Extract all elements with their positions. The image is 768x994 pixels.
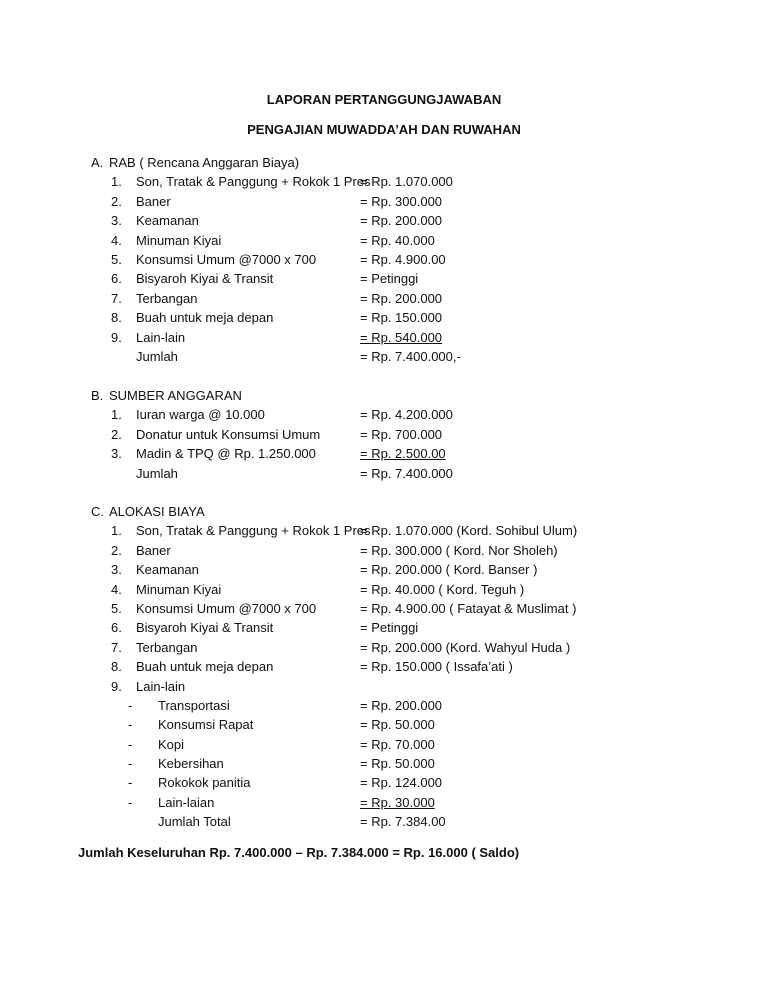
- section-letter: C.: [91, 504, 104, 519]
- item-label: Lain-lain: [136, 678, 186, 694]
- item-value: = Rp. 150.000 ( Issafa’ati ): [360, 659, 513, 675]
- item-label: Baner: [136, 193, 171, 209]
- sub-item-value: = Rp. 200.000: [360, 697, 443, 713]
- item-value: = Rp. 540.000: [360, 329, 443, 345]
- section-title: RAB ( Rencana Anggaran Biaya): [109, 155, 300, 170]
- conclusion-balance: Jumlah Keseluruhan Rp. 7.400.000 – Rp. 7.384.000 = Rp. 16.000 ( Saldo): [78, 845, 520, 860]
- item-label: Minuman Kiyai: [136, 581, 222, 597]
- item-value: = Rp. 300.000: [360, 193, 443, 209]
- item-number: 6.: [111, 620, 122, 636]
- item-value: = Rp. 200.000 ( Kord. Banser ): [360, 562, 538, 578]
- item-number: 8.: [111, 659, 122, 675]
- item-number: 9.: [111, 329, 122, 345]
- bullet-dash: -: [128, 717, 133, 733]
- item-label: Baner: [136, 542, 171, 558]
- sub-item-label: Konsumsi Rapat: [158, 717, 254, 733]
- item-label: Keamanan: [136, 213, 199, 229]
- item-label: Lain-lain: [136, 329, 186, 345]
- item-number: 3.: [111, 562, 122, 578]
- item-number: 2.: [111, 542, 122, 558]
- item-value: = Rp. 300.000 ( Kord. Nor Sholeh): [360, 542, 558, 558]
- sub-item-value: = Rp. 50.000: [360, 756, 435, 772]
- item-label: Iuran warga @ 10.000: [136, 407, 265, 423]
- sub-item-label: Rokokok panitia: [158, 775, 251, 791]
- item-label: Madin & TPQ @ Rp. 1.250.000: [136, 446, 316, 462]
- sub-item-value: = Rp. 124.000: [360, 775, 443, 791]
- document-title: LAPORAN PERTANGGUNGJAWABAN: [266, 92, 502, 107]
- sub-item-value: = Rp. 70.000: [360, 736, 435, 752]
- item-value: = Rp. 4.200.000: [360, 407, 453, 423]
- bullet-dash: -: [128, 775, 133, 791]
- item-number: 1.: [111, 407, 122, 423]
- item-value: = Rp. 200.000 (Kord. Wahyul Huda ): [360, 639, 571, 655]
- total-value: = Rp. 7.400.000: [360, 465, 453, 481]
- bullet-dash: -: [128, 736, 133, 752]
- item-label: Bisyaroh Kiyai & Transit: [136, 271, 274, 287]
- item-value: = Rp. 4.900.00 ( Fatayat & Muslimat ): [360, 600, 577, 616]
- item-label: Minuman Kiyai: [136, 232, 222, 248]
- item-number: 3.: [111, 446, 122, 462]
- total-label: Jumlah: [136, 348, 178, 364]
- bullet-dash: -: [128, 697, 133, 713]
- item-label: Keamanan: [136, 562, 199, 578]
- item-number: 7.: [111, 639, 122, 655]
- item-number: 3.: [111, 213, 122, 229]
- bullet-dash: -: [128, 756, 133, 772]
- sub-item-label: Kopi: [158, 736, 185, 752]
- item-number: 4.: [111, 232, 122, 248]
- item-label: Son, Tratak & Panggung + Rokok 1 Pres: [136, 174, 371, 190]
- item-number: 1.: [111, 174, 122, 190]
- item-number: 1.: [111, 523, 122, 539]
- item-value: = Rp. 4.900.00: [360, 251, 446, 267]
- sub-item-label: Kebersihan: [158, 756, 224, 772]
- document-subtitle: PENGAJIAN MUWADDA’AH DAN RUWAHAN: [247, 122, 521, 137]
- item-number: 5.: [111, 251, 122, 267]
- item-value: = Rp. 2.500.00: [360, 446, 446, 462]
- section-title: ALOKASI BIAYA: [109, 504, 205, 519]
- item-label: Buah untuk meja depan: [136, 659, 274, 675]
- item-value: = Rp. 1.070.000: [360, 174, 453, 190]
- item-label: Son, Tratak & Panggung + Rokok 1 Pres: [136, 523, 371, 539]
- total-label: Jumlah: [136, 465, 178, 481]
- item-label: Terbangan: [136, 639, 198, 655]
- item-value: = Rp. 150.000: [360, 310, 443, 326]
- total-value: = Rp. 7.384.00: [360, 814, 446, 830]
- item-value: = Rp. 1.070.000 (Kord. Sohibul Ulum): [360, 523, 578, 539]
- item-number: 2.: [111, 193, 122, 209]
- sub-item-label: Lain-laian: [158, 794, 215, 810]
- item-number: 2.: [111, 426, 122, 442]
- item-value: = Petinggi: [360, 271, 419, 287]
- item-label: Terbangan: [136, 290, 198, 306]
- item-value: = Rp. 40.000: [360, 232, 435, 248]
- bullet-dash: -: [128, 794, 133, 810]
- sub-item-value: = Rp. 30.000: [360, 794, 435, 810]
- item-number: 7.: [111, 290, 122, 306]
- total-label: Jumlah Total: [158, 814, 231, 830]
- item-number: 5.: [111, 600, 122, 616]
- item-label: Bisyaroh Kiyai & Transit: [136, 620, 274, 636]
- item-number: 8.: [111, 310, 122, 326]
- item-value: = Rp. 200.000: [360, 290, 443, 306]
- item-value: = Rp. 40.000 ( Kord. Teguh ): [360, 581, 525, 597]
- item-label: Konsumsi Umum @7000 x 700: [136, 600, 317, 616]
- item-label: Donatur untuk Konsumsi Umum: [136, 426, 321, 442]
- section-title: SUMBER ANGGARAN: [109, 388, 242, 403]
- item-value: = Rp. 200.000: [360, 213, 443, 229]
- item-value: = Rp. 700.000: [360, 426, 443, 442]
- item-label: Konsumsi Umum @7000 x 700: [136, 251, 317, 267]
- section-letter: A.: [91, 155, 104, 170]
- total-value: = Rp. 7.400.000,-: [360, 348, 461, 364]
- item-number: 6.: [111, 271, 122, 287]
- section-letter: B.: [91, 388, 104, 403]
- item-label: Buah untuk meja depan: [136, 310, 274, 326]
- item-value: = Petinggi: [360, 620, 419, 636]
- item-number: 4.: [111, 581, 122, 597]
- sub-item-value: = Rp. 50.000: [360, 717, 435, 733]
- sub-item-label: Transportasi: [158, 697, 230, 713]
- item-number: 9.: [111, 678, 122, 694]
